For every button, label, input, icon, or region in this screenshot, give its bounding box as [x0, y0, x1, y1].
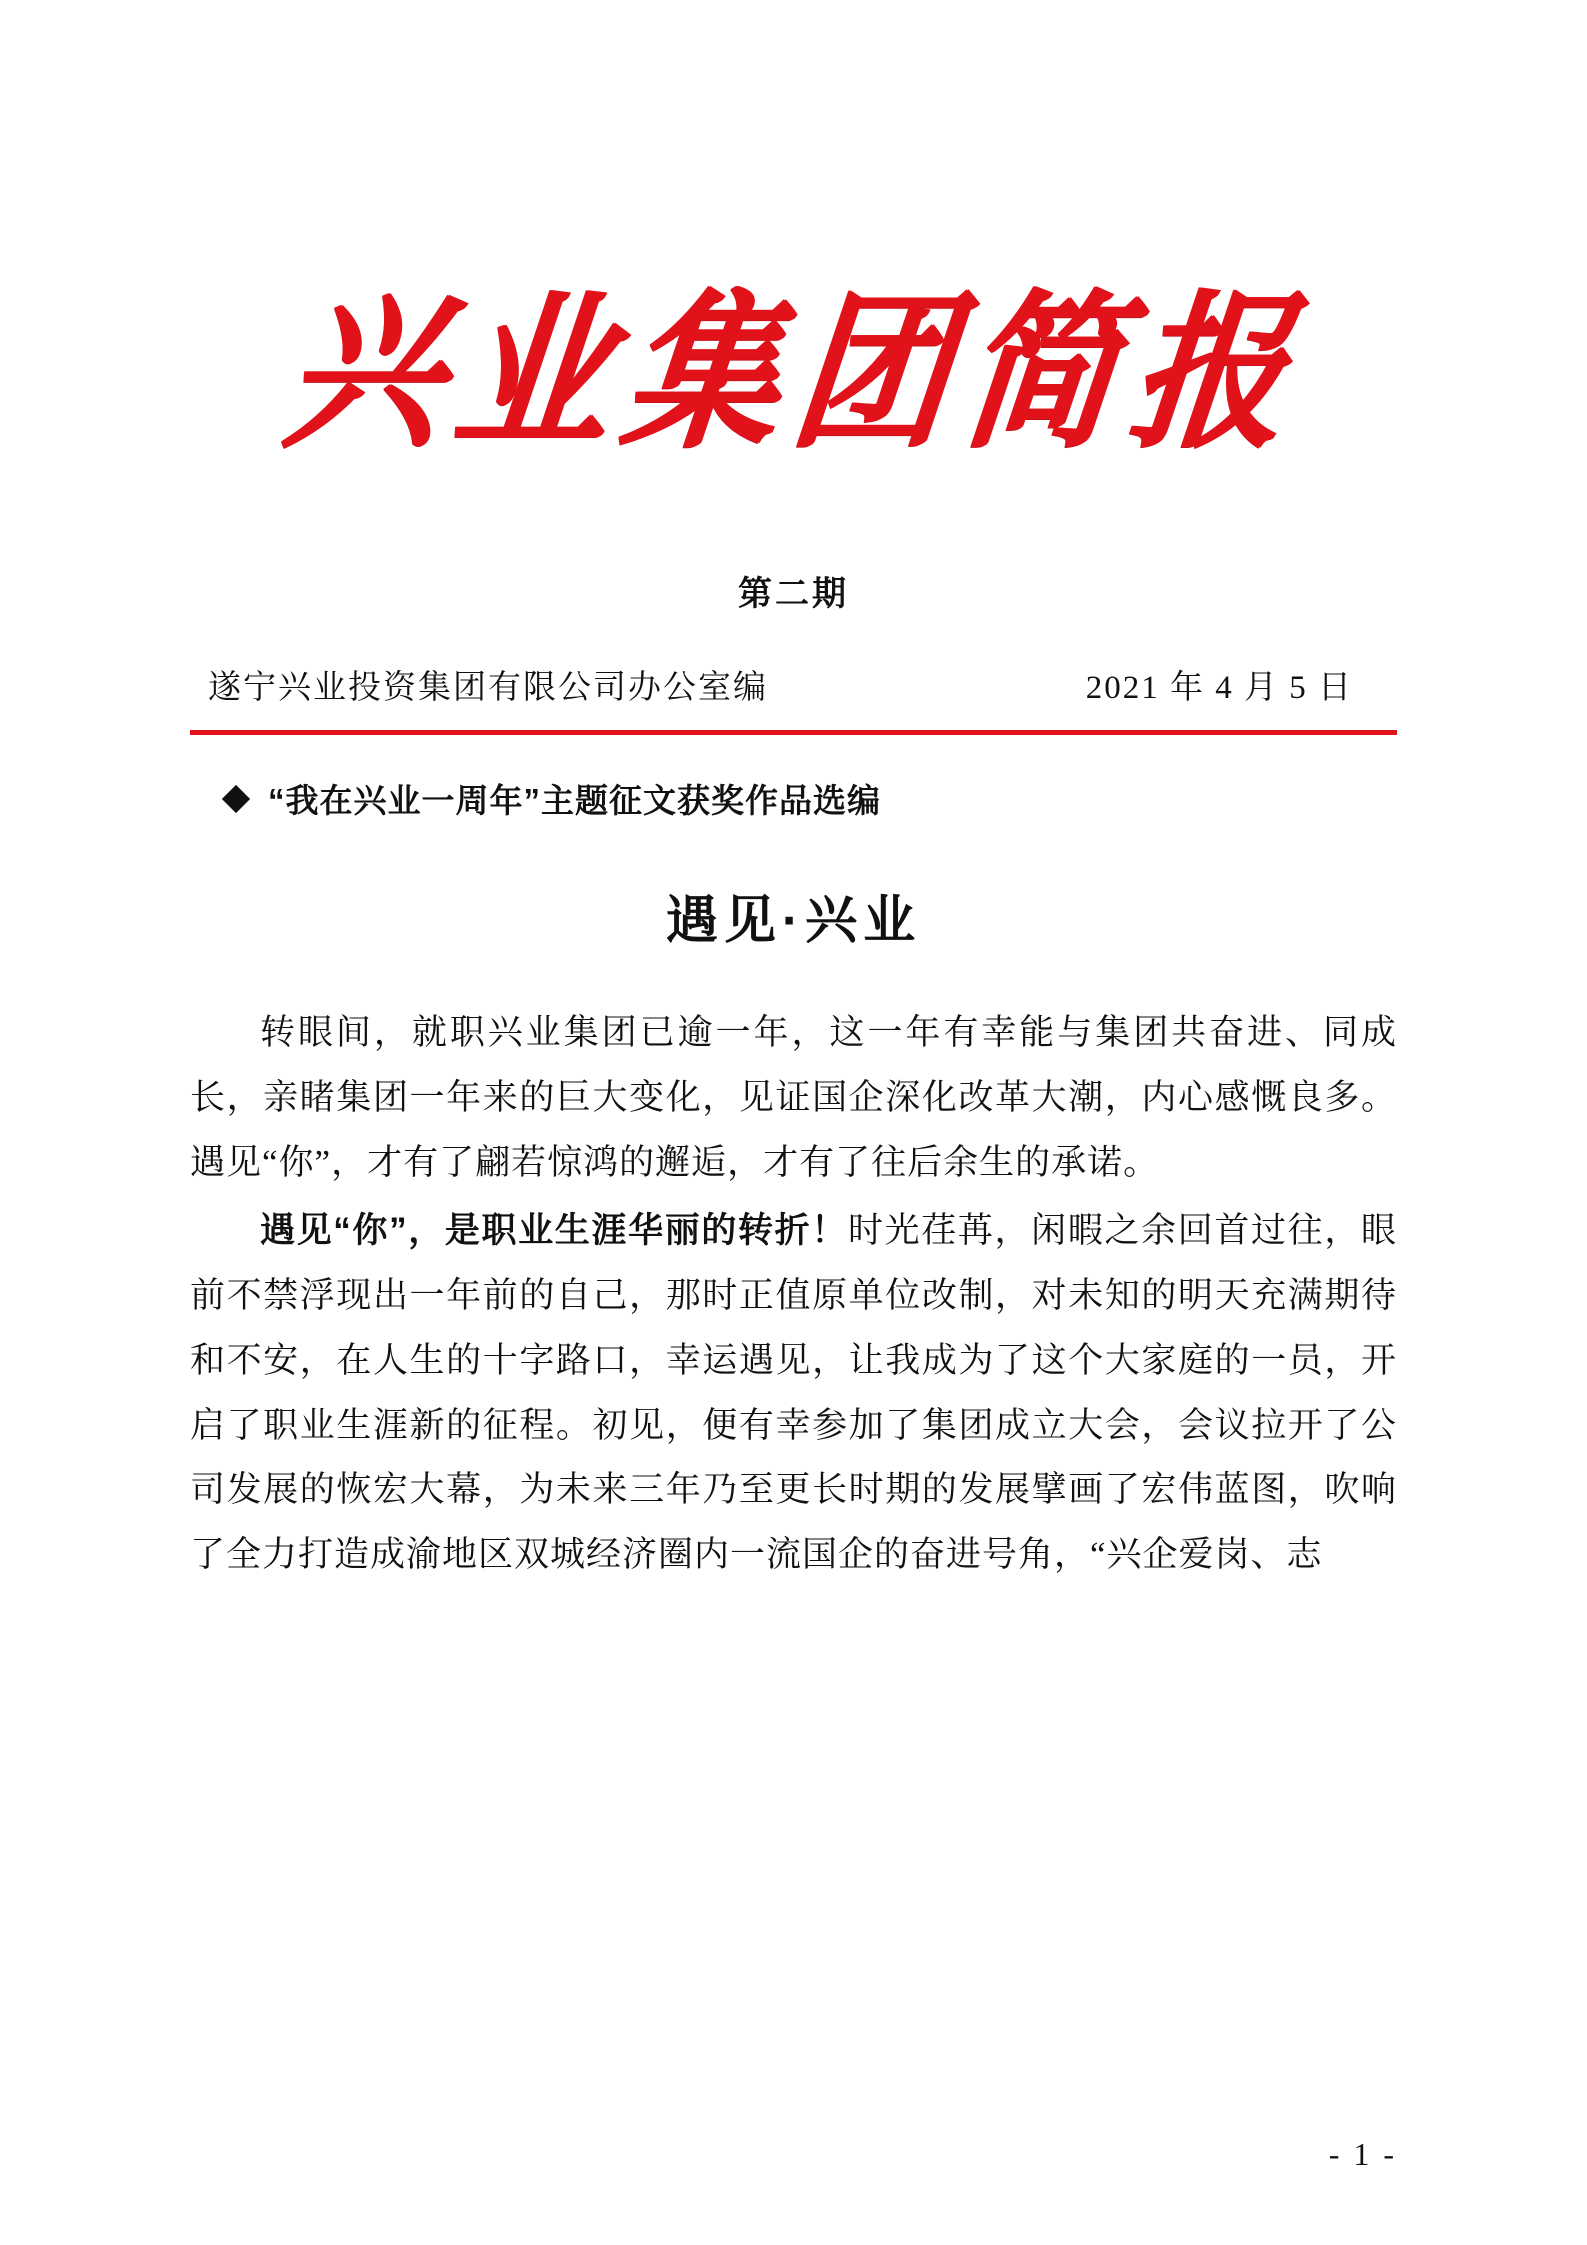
page-number: - 1 - — [1328, 2136, 1397, 2172]
paragraph-2 — [190, 1199, 1397, 1588]
issue-number: 第二期 — [738, 575, 849, 613]
paragraph-1 — [190, 1001, 1397, 1195]
publisher-office: 遂宁兴业投资集团有限公司办公室编 — [208, 670, 768, 706]
paragraph-2-text: 时光荏苒，闲暇之余回首过往，眼前不禁浮现出一年前的自己，那时正值原单位改制，对未知的明天充满期待和不安，在人生的十字路口，幸运遇见，让我成为了这个大家庭的一员，开启了职业生涯新的征程。初见，便有幸参加了集团成立大会，会议拉开了公司发展的恢宏大幕，为未来三年乃至更长时期的发展擘画了宏伟蓝图，吹响了全力打造成渝地区双城经济圈内一流国企的奋进号角，“兴企爱岗、志 — [190, 1211, 1397, 1574]
article-body — [190, 1001, 1397, 1588]
section-heading-label: “我在兴业一周年”主题征文获奖作品选编 — [268, 782, 881, 819]
article-title: 遇见·兴业 — [665, 892, 922, 950]
diamond-bullet-icon — [222, 784, 250, 812]
masthead — [190, 282, 1397, 500]
imprint-row — [190, 661, 1397, 708]
section-heading — [190, 775, 1397, 822]
paragraph-2-lead: 遇见“你”，是职业生涯华丽的转折！ — [260, 1211, 848, 1251]
paragraph-1-text: 转眼间，就职兴业集团已逾一年，这一年有幸能与集团共奋进、同成长，亲睹集团一年来的巨大变化，见证国企深化改革大潮，内心感慨良多。遇见“你”，才有了翩若惊鸿的邂逅，才有了往后余生的承诺。 — [190, 1013, 1397, 1182]
publication-title: 兴业集团简报 — [276, 282, 1311, 468]
red-divider-rule — [190, 730, 1397, 735]
publication-date: 2021 年 4 月 5 日 — [1085, 670, 1353, 706]
